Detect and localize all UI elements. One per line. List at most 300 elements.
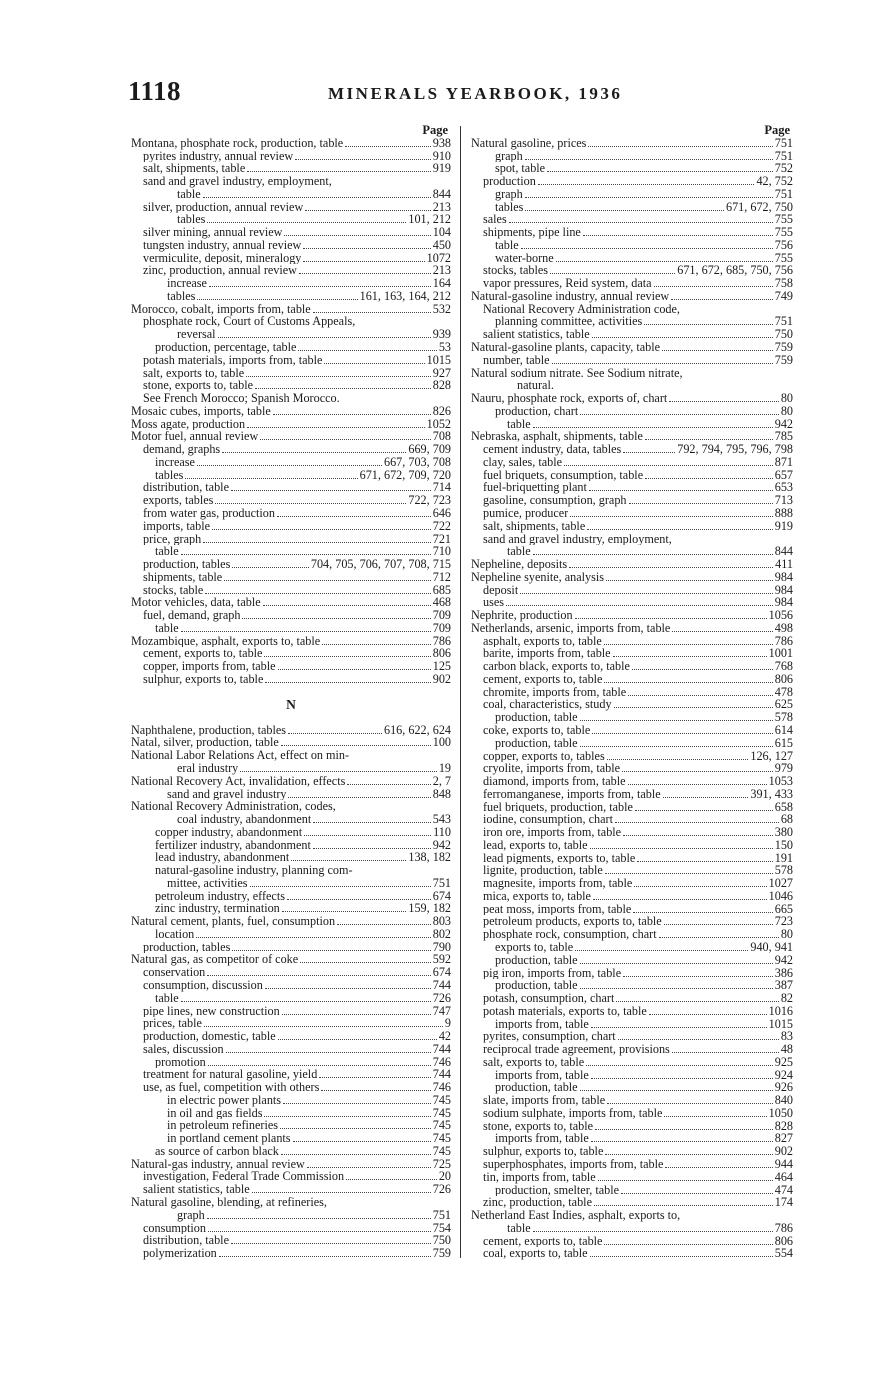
index-entry bbox=[131, 864, 451, 877]
entry-text: increase bbox=[155, 455, 195, 469]
dot-leader bbox=[282, 911, 407, 912]
page-reference: 745 bbox=[432, 1143, 451, 1158]
entry-text: consumption, discussion bbox=[143, 979, 263, 992]
entry-text: peat moss, imports from, table bbox=[483, 902, 632, 916]
dot-leader bbox=[580, 1090, 773, 1091]
entry-text: production, table bbox=[495, 979, 578, 993]
dot-leader bbox=[304, 835, 431, 836]
index-entry bbox=[131, 1094, 451, 1107]
page-reference: 751 bbox=[774, 186, 793, 201]
page-reference: 1072 bbox=[426, 250, 451, 265]
entry-text: potash, consumption, chart bbox=[483, 992, 615, 1005]
entry-text: table bbox=[495, 238, 519, 252]
index-entry bbox=[131, 1170, 451, 1183]
entry-text: fuel-briquetting plant bbox=[483, 481, 587, 495]
entry-text: distribution, table bbox=[143, 481, 229, 495]
entry-text: National Labor Relations Act, effect on min- bbox=[131, 749, 350, 762]
page-reference: 1053 bbox=[768, 774, 793, 789]
page-reference: 665 bbox=[774, 901, 793, 916]
dot-leader bbox=[533, 427, 773, 428]
dot-leader bbox=[593, 899, 767, 900]
page-reference: 674 bbox=[432, 888, 451, 903]
entry-text: Nebraska, asphalt, shipments, table bbox=[471, 430, 643, 444]
entry-text: increase bbox=[167, 277, 207, 290]
index-entry bbox=[131, 405, 451, 418]
page-reference: 671, 672, 709, 720 bbox=[359, 467, 451, 482]
index-entry bbox=[471, 647, 793, 660]
index-entry bbox=[131, 622, 451, 635]
index-entry bbox=[131, 328, 451, 341]
index-entry bbox=[131, 571, 451, 584]
page-reference: 790 bbox=[432, 939, 451, 954]
page-reference: 944 bbox=[774, 1157, 793, 1172]
dot-leader bbox=[278, 669, 431, 670]
entry-text: prices, table bbox=[143, 1017, 202, 1031]
entry-text: promotion bbox=[155, 1055, 206, 1069]
dot-leader bbox=[552, 363, 773, 364]
index-entry bbox=[471, 379, 793, 392]
dot-leader bbox=[665, 1167, 772, 1168]
dot-leader bbox=[521, 248, 773, 249]
entry-text: tables bbox=[177, 213, 206, 227]
page-reference: 744 bbox=[432, 978, 451, 992]
entry-text: fertilizer industry, abandonment bbox=[155, 838, 311, 852]
entry-text: Nepheline, deposits bbox=[471, 558, 568, 571]
entry-text: table bbox=[177, 187, 201, 201]
index-entry bbox=[471, 545, 793, 558]
page-column-heading: Page bbox=[422, 123, 448, 137]
entry-text: sales bbox=[483, 213, 507, 227]
entry-text: tables bbox=[167, 289, 196, 303]
index-entry bbox=[131, 647, 451, 660]
page-reference: 979 bbox=[774, 761, 793, 776]
index-entry bbox=[471, 328, 793, 341]
dot-leader bbox=[580, 988, 773, 989]
entry-text: Moss agate, production bbox=[131, 417, 246, 431]
page-reference: 984 bbox=[774, 595, 793, 610]
dot-leader bbox=[209, 286, 431, 287]
page-reference: 532 bbox=[432, 301, 451, 316]
entry-text: Natural gas, as competitor of coke bbox=[131, 953, 299, 967]
entry-text: salt, shipments, table bbox=[483, 519, 586, 533]
page-reference: 625 bbox=[774, 697, 793, 712]
entry-text: production, tables bbox=[143, 558, 231, 571]
page-reference: 750 bbox=[432, 1233, 451, 1248]
page-reference: 174 bbox=[774, 1195, 793, 1210]
index-entry bbox=[131, 1056, 451, 1069]
dot-leader bbox=[604, 644, 773, 645]
dot-leader bbox=[203, 542, 431, 543]
index-entry bbox=[471, 724, 793, 737]
dot-leader bbox=[319, 1077, 430, 1078]
page-reference: 726 bbox=[432, 1182, 451, 1197]
index-entries-right bbox=[471, 137, 793, 1260]
page-reference: 759 bbox=[432, 1246, 451, 1261]
entry-text: deposit bbox=[483, 583, 519, 597]
page-reference: 159, 182 bbox=[408, 901, 451, 916]
page-reference: 725 bbox=[432, 1156, 451, 1171]
entry-text: Nephrite, production bbox=[471, 609, 573, 622]
entry-text: fuel briquets, production, table bbox=[483, 800, 633, 814]
entry-text: copper industry, abandonment bbox=[155, 825, 303, 839]
entry-text: iodine, consumption, chart bbox=[483, 813, 613, 827]
page-reference: 138, 182 bbox=[408, 850, 451, 865]
page-reference: 1001 bbox=[768, 646, 793, 661]
dot-leader bbox=[622, 771, 773, 772]
page-reference: 792, 794, 795, 796, 798 bbox=[677, 442, 793, 457]
dot-leader bbox=[232, 567, 309, 568]
index-entry bbox=[131, 966, 451, 979]
index-entry bbox=[131, 315, 451, 328]
index-entry bbox=[471, 967, 793, 980]
dot-leader bbox=[263, 605, 431, 606]
dot-leader bbox=[590, 848, 773, 849]
index-entry bbox=[131, 1234, 451, 1247]
dot-leader bbox=[569, 567, 773, 568]
entry-text: sodium sulphate, imports from, table bbox=[483, 1106, 663, 1120]
entry-text: diamond, imports from, table bbox=[483, 775, 626, 788]
dot-leader bbox=[595, 1129, 773, 1130]
dot-leader bbox=[644, 324, 772, 325]
entry-text: Natural-gasoline plants, capacity, table bbox=[471, 341, 661, 354]
entry-text: coke, exports to, table bbox=[483, 723, 591, 737]
entry-text: See French Morocco; Spanish Morocco. bbox=[143, 392, 340, 405]
entry-text: imports from, table bbox=[495, 1132, 589, 1146]
index-entry bbox=[471, 1171, 793, 1184]
page-reference: 391, 433 bbox=[750, 786, 793, 801]
page-reference: 751 bbox=[432, 1207, 451, 1222]
dot-leader bbox=[207, 1218, 431, 1219]
index-entry bbox=[471, 469, 793, 482]
page-reference: 939 bbox=[432, 327, 451, 342]
dot-leader bbox=[288, 797, 430, 798]
page-reference: 387 bbox=[774, 978, 793, 993]
index-entry bbox=[131, 456, 451, 469]
entry-text: ferromanganese, imports from, table bbox=[483, 787, 661, 801]
page-reference: 478 bbox=[774, 684, 793, 699]
dot-leader bbox=[588, 146, 772, 147]
dot-leader bbox=[628, 695, 773, 696]
index-entry bbox=[131, 150, 451, 163]
page-column-heading: Page bbox=[764, 123, 790, 137]
index-entry bbox=[471, 1018, 793, 1031]
page-reference: 751 bbox=[774, 135, 793, 150]
entry-text: eral industry bbox=[177, 761, 239, 775]
entry-text: in petroleum refineries bbox=[167, 1119, 278, 1133]
page-reference: 19 bbox=[438, 760, 451, 775]
page-reference: 938 bbox=[432, 135, 451, 150]
index-entry bbox=[471, 494, 793, 507]
dot-leader bbox=[197, 299, 357, 300]
entry-text: price, graph bbox=[143, 532, 202, 546]
index-entry bbox=[131, 979, 451, 992]
index-entry bbox=[471, 915, 793, 928]
entry-text: copper, imports from, table bbox=[143, 660, 276, 673]
entry-text: pyrites industry, annual review bbox=[143, 149, 294, 163]
index-entry bbox=[471, 150, 793, 163]
page-reference: 653 bbox=[774, 480, 793, 495]
dot-leader bbox=[533, 1231, 773, 1232]
entry-text: lead pigments, exports to, table bbox=[483, 851, 636, 865]
dot-leader bbox=[615, 822, 779, 823]
page-reference: 48 bbox=[780, 1042, 793, 1057]
page-reference: 786 bbox=[774, 1220, 793, 1235]
entry-text: production, domestic, table bbox=[143, 1030, 276, 1043]
entry-text: salt, exports to, table bbox=[483, 1055, 585, 1069]
index-entry bbox=[131, 392, 451, 405]
page-reference: 751 bbox=[774, 148, 793, 163]
index-entry bbox=[131, 175, 451, 188]
page-reference: 750 bbox=[774, 327, 793, 342]
page-reference: 2, 7 bbox=[432, 773, 451, 788]
page-reference: 671, 672, 750 bbox=[725, 199, 793, 214]
dot-leader bbox=[623, 835, 773, 836]
dot-leader bbox=[525, 210, 724, 211]
index-entry bbox=[471, 686, 793, 699]
index-entry bbox=[471, 443, 793, 456]
page-reference: 468 bbox=[432, 595, 451, 610]
index-entry bbox=[131, 201, 451, 214]
entry-text: stocks, table bbox=[143, 583, 204, 597]
dot-leader bbox=[592, 733, 772, 734]
dot-leader bbox=[550, 273, 675, 274]
dot-leader bbox=[303, 261, 424, 262]
dot-leader bbox=[246, 376, 431, 377]
page-reference: 942 bbox=[774, 952, 793, 967]
dot-leader bbox=[645, 478, 773, 479]
entry-text: consumption bbox=[143, 1221, 206, 1235]
entry-text: zinc, production, annual review bbox=[143, 264, 297, 278]
dot-leader bbox=[313, 312, 431, 313]
page-reference: 844 bbox=[432, 186, 451, 201]
index-entry bbox=[131, 584, 451, 597]
dot-leader bbox=[226, 1052, 431, 1053]
entry-text: as source of carbon black bbox=[155, 1144, 279, 1158]
dot-leader bbox=[564, 465, 773, 466]
entry-text: gasoline, consumption, graph bbox=[483, 494, 627, 507]
index-entry bbox=[471, 877, 793, 890]
index-entry bbox=[131, 1222, 451, 1235]
entry-text: Natural cement, plants, fuel, consumption bbox=[131, 915, 336, 928]
entry-text: lead industry, abandonment bbox=[155, 851, 290, 865]
dot-leader bbox=[307, 1167, 431, 1168]
index-entry bbox=[131, 213, 451, 226]
index-entry bbox=[131, 1030, 451, 1043]
index-entry bbox=[131, 162, 451, 175]
index-entry bbox=[471, 890, 793, 903]
dot-leader bbox=[313, 822, 430, 823]
dot-leader bbox=[618, 1039, 779, 1040]
page-reference: 919 bbox=[432, 161, 451, 176]
index-entry bbox=[471, 941, 793, 954]
page-reference: 758 bbox=[774, 276, 793, 291]
dot-leader bbox=[321, 1090, 430, 1091]
section-letter: N bbox=[286, 696, 296, 712]
index-entry bbox=[471, 622, 793, 635]
page-reference: 749 bbox=[774, 288, 793, 303]
dot-leader bbox=[586, 1065, 773, 1066]
entry-text: cement, exports to, table bbox=[143, 647, 263, 661]
dot-leader bbox=[604, 682, 772, 683]
entry-text: mittee, activities bbox=[167, 876, 248, 890]
entry-text: carbon black, exports to, table bbox=[483, 660, 630, 673]
index-entry bbox=[131, 877, 451, 890]
entry-text: imports from, table bbox=[495, 1017, 589, 1031]
index-entry bbox=[131, 481, 451, 494]
index-entry bbox=[131, 660, 451, 673]
index-entry bbox=[471, 750, 793, 763]
entry-text: magnesite, imports from, table bbox=[483, 877, 633, 890]
dot-leader bbox=[346, 1179, 437, 1180]
page-reference: 925 bbox=[774, 1054, 793, 1069]
entry-text: table bbox=[155, 991, 179, 1005]
index-entry bbox=[131, 418, 451, 431]
page-reference: 411 bbox=[775, 557, 793, 572]
entry-text: natural. bbox=[517, 379, 554, 393]
page-reference: 826 bbox=[432, 403, 451, 418]
index-entry bbox=[131, 1183, 451, 1196]
entry-text: reciprocal trade agreement, provisions bbox=[483, 1043, 670, 1056]
entry-text: investigation, Federal Trade Commission bbox=[143, 1170, 345, 1184]
dot-leader bbox=[591, 1141, 773, 1142]
page-reference: 1056 bbox=[768, 608, 793, 623]
index-entry bbox=[131, 673, 451, 686]
page-reference: 213 bbox=[432, 199, 451, 214]
entry-text: phosphate rock, consumption, chart bbox=[483, 928, 657, 942]
index-entry bbox=[471, 596, 793, 609]
dot-leader bbox=[204, 1026, 443, 1027]
index-entry bbox=[471, 954, 793, 967]
entry-text: potash materials, exports to, table bbox=[483, 1004, 647, 1018]
page-reference: 82 bbox=[780, 991, 793, 1006]
page-reference: 704, 705, 706, 707, 708, 715 bbox=[310, 557, 451, 572]
page-reference: 674 bbox=[432, 965, 451, 980]
entry-text: treatment for natural gasoline, yield bbox=[143, 1068, 318, 1082]
dot-leader bbox=[580, 746, 773, 747]
entry-text: Motor fuel, annual review bbox=[131, 430, 259, 444]
entry-text: tungsten industry, annual review bbox=[143, 238, 302, 252]
index-entry bbox=[131, 813, 451, 826]
page-reference: 902 bbox=[432, 671, 451, 686]
entry-text: location bbox=[155, 927, 195, 941]
entry-text: graph bbox=[495, 149, 523, 163]
dot-leader bbox=[305, 210, 430, 211]
dot-leader bbox=[616, 1001, 778, 1002]
entry-text: uses bbox=[483, 596, 504, 610]
index-entry bbox=[471, 162, 793, 175]
dot-leader bbox=[570, 516, 772, 517]
dot-leader bbox=[533, 554, 773, 555]
index-entry bbox=[471, 1235, 793, 1248]
index-entry bbox=[131, 749, 451, 762]
page-reference: 386 bbox=[774, 965, 793, 980]
page-reference: 919 bbox=[774, 518, 793, 533]
index-entry bbox=[471, 928, 793, 941]
dot-leader bbox=[295, 159, 431, 160]
entry-text: Netherlands, arsenic, imports from, table bbox=[471, 621, 671, 635]
entry-text: in portland cement plants bbox=[167, 1132, 291, 1145]
entry-text: Montana, phosphate rock, production, table bbox=[131, 136, 344, 150]
entry-text: production, table bbox=[495, 1081, 578, 1095]
index-entry bbox=[131, 890, 451, 903]
index-entry bbox=[471, 392, 793, 405]
index-entry bbox=[471, 813, 793, 826]
index-entry bbox=[471, 1030, 793, 1043]
entry-text: use, as fuel, competition with others bbox=[143, 1081, 320, 1094]
dot-leader bbox=[337, 924, 431, 925]
page-reference: 848 bbox=[432, 786, 451, 801]
entry-text: pig iron, imports from, table bbox=[483, 966, 622, 980]
entry-text: sand and gravel industry bbox=[167, 787, 287, 801]
dot-leader bbox=[212, 529, 431, 530]
index-entry bbox=[131, 762, 451, 775]
page-reference: 756 bbox=[774, 237, 793, 252]
page-reference: 828 bbox=[774, 1118, 793, 1133]
dot-leader bbox=[282, 1014, 431, 1015]
index-entry bbox=[131, 635, 451, 648]
index-entry bbox=[471, 558, 793, 571]
entry-text: lead, exports to, table bbox=[483, 838, 588, 852]
index-entry bbox=[131, 992, 451, 1005]
dot-leader bbox=[664, 1116, 766, 1117]
entry-text: Nepheline syenite, analysis bbox=[471, 570, 605, 584]
page-reference: 751 bbox=[774, 314, 793, 329]
page-reference: 68 bbox=[780, 812, 793, 827]
index-entry bbox=[471, 188, 793, 201]
entry-text: number, table bbox=[483, 353, 550, 367]
index-entry bbox=[471, 1209, 793, 1222]
entry-text: cement, exports to, table bbox=[483, 672, 603, 686]
dot-leader bbox=[525, 159, 773, 160]
dot-leader bbox=[280, 1128, 431, 1129]
entry-text: coal, characteristics, study bbox=[483, 698, 612, 712]
index-entry bbox=[131, 443, 451, 456]
index-entry bbox=[471, 507, 793, 520]
dot-leader bbox=[583, 235, 773, 236]
page-reference: 150 bbox=[774, 837, 793, 852]
entry-text: salient statistics, table bbox=[483, 328, 590, 342]
column-divider bbox=[460, 126, 461, 1258]
dot-leader bbox=[208, 1065, 431, 1066]
index-entry bbox=[131, 1107, 451, 1120]
page-reference: 755 bbox=[774, 225, 793, 240]
entry-text: sales, discussion bbox=[143, 1042, 224, 1056]
dot-leader bbox=[247, 427, 425, 428]
dot-leader bbox=[635, 810, 773, 811]
index-entry bbox=[471, 698, 793, 711]
page-reference: 667, 703, 708 bbox=[383, 454, 451, 469]
dot-leader bbox=[645, 439, 773, 440]
page-reference: 840 bbox=[774, 1093, 793, 1108]
page-reference: 759 bbox=[774, 352, 793, 367]
page-reference: 80 bbox=[780, 391, 793, 406]
page-reference: 658 bbox=[774, 799, 793, 814]
dot-leader bbox=[264, 1116, 430, 1117]
entry-text: sulphur, exports to, table bbox=[483, 1145, 604, 1159]
dot-leader bbox=[606, 580, 773, 581]
dot-leader bbox=[623, 976, 773, 977]
index-entry bbox=[471, 1043, 793, 1056]
dot-leader bbox=[207, 975, 430, 976]
page-reference: 161, 163, 164, 212 bbox=[359, 288, 451, 303]
dot-leader bbox=[313, 848, 431, 849]
dot-leader bbox=[649, 1014, 767, 1015]
page-reference: 806 bbox=[432, 646, 451, 661]
entry-text: spot, table bbox=[495, 162, 546, 176]
dot-leader bbox=[659, 937, 779, 938]
index-entry bbox=[471, 1196, 793, 1209]
dot-leader bbox=[590, 1256, 773, 1257]
